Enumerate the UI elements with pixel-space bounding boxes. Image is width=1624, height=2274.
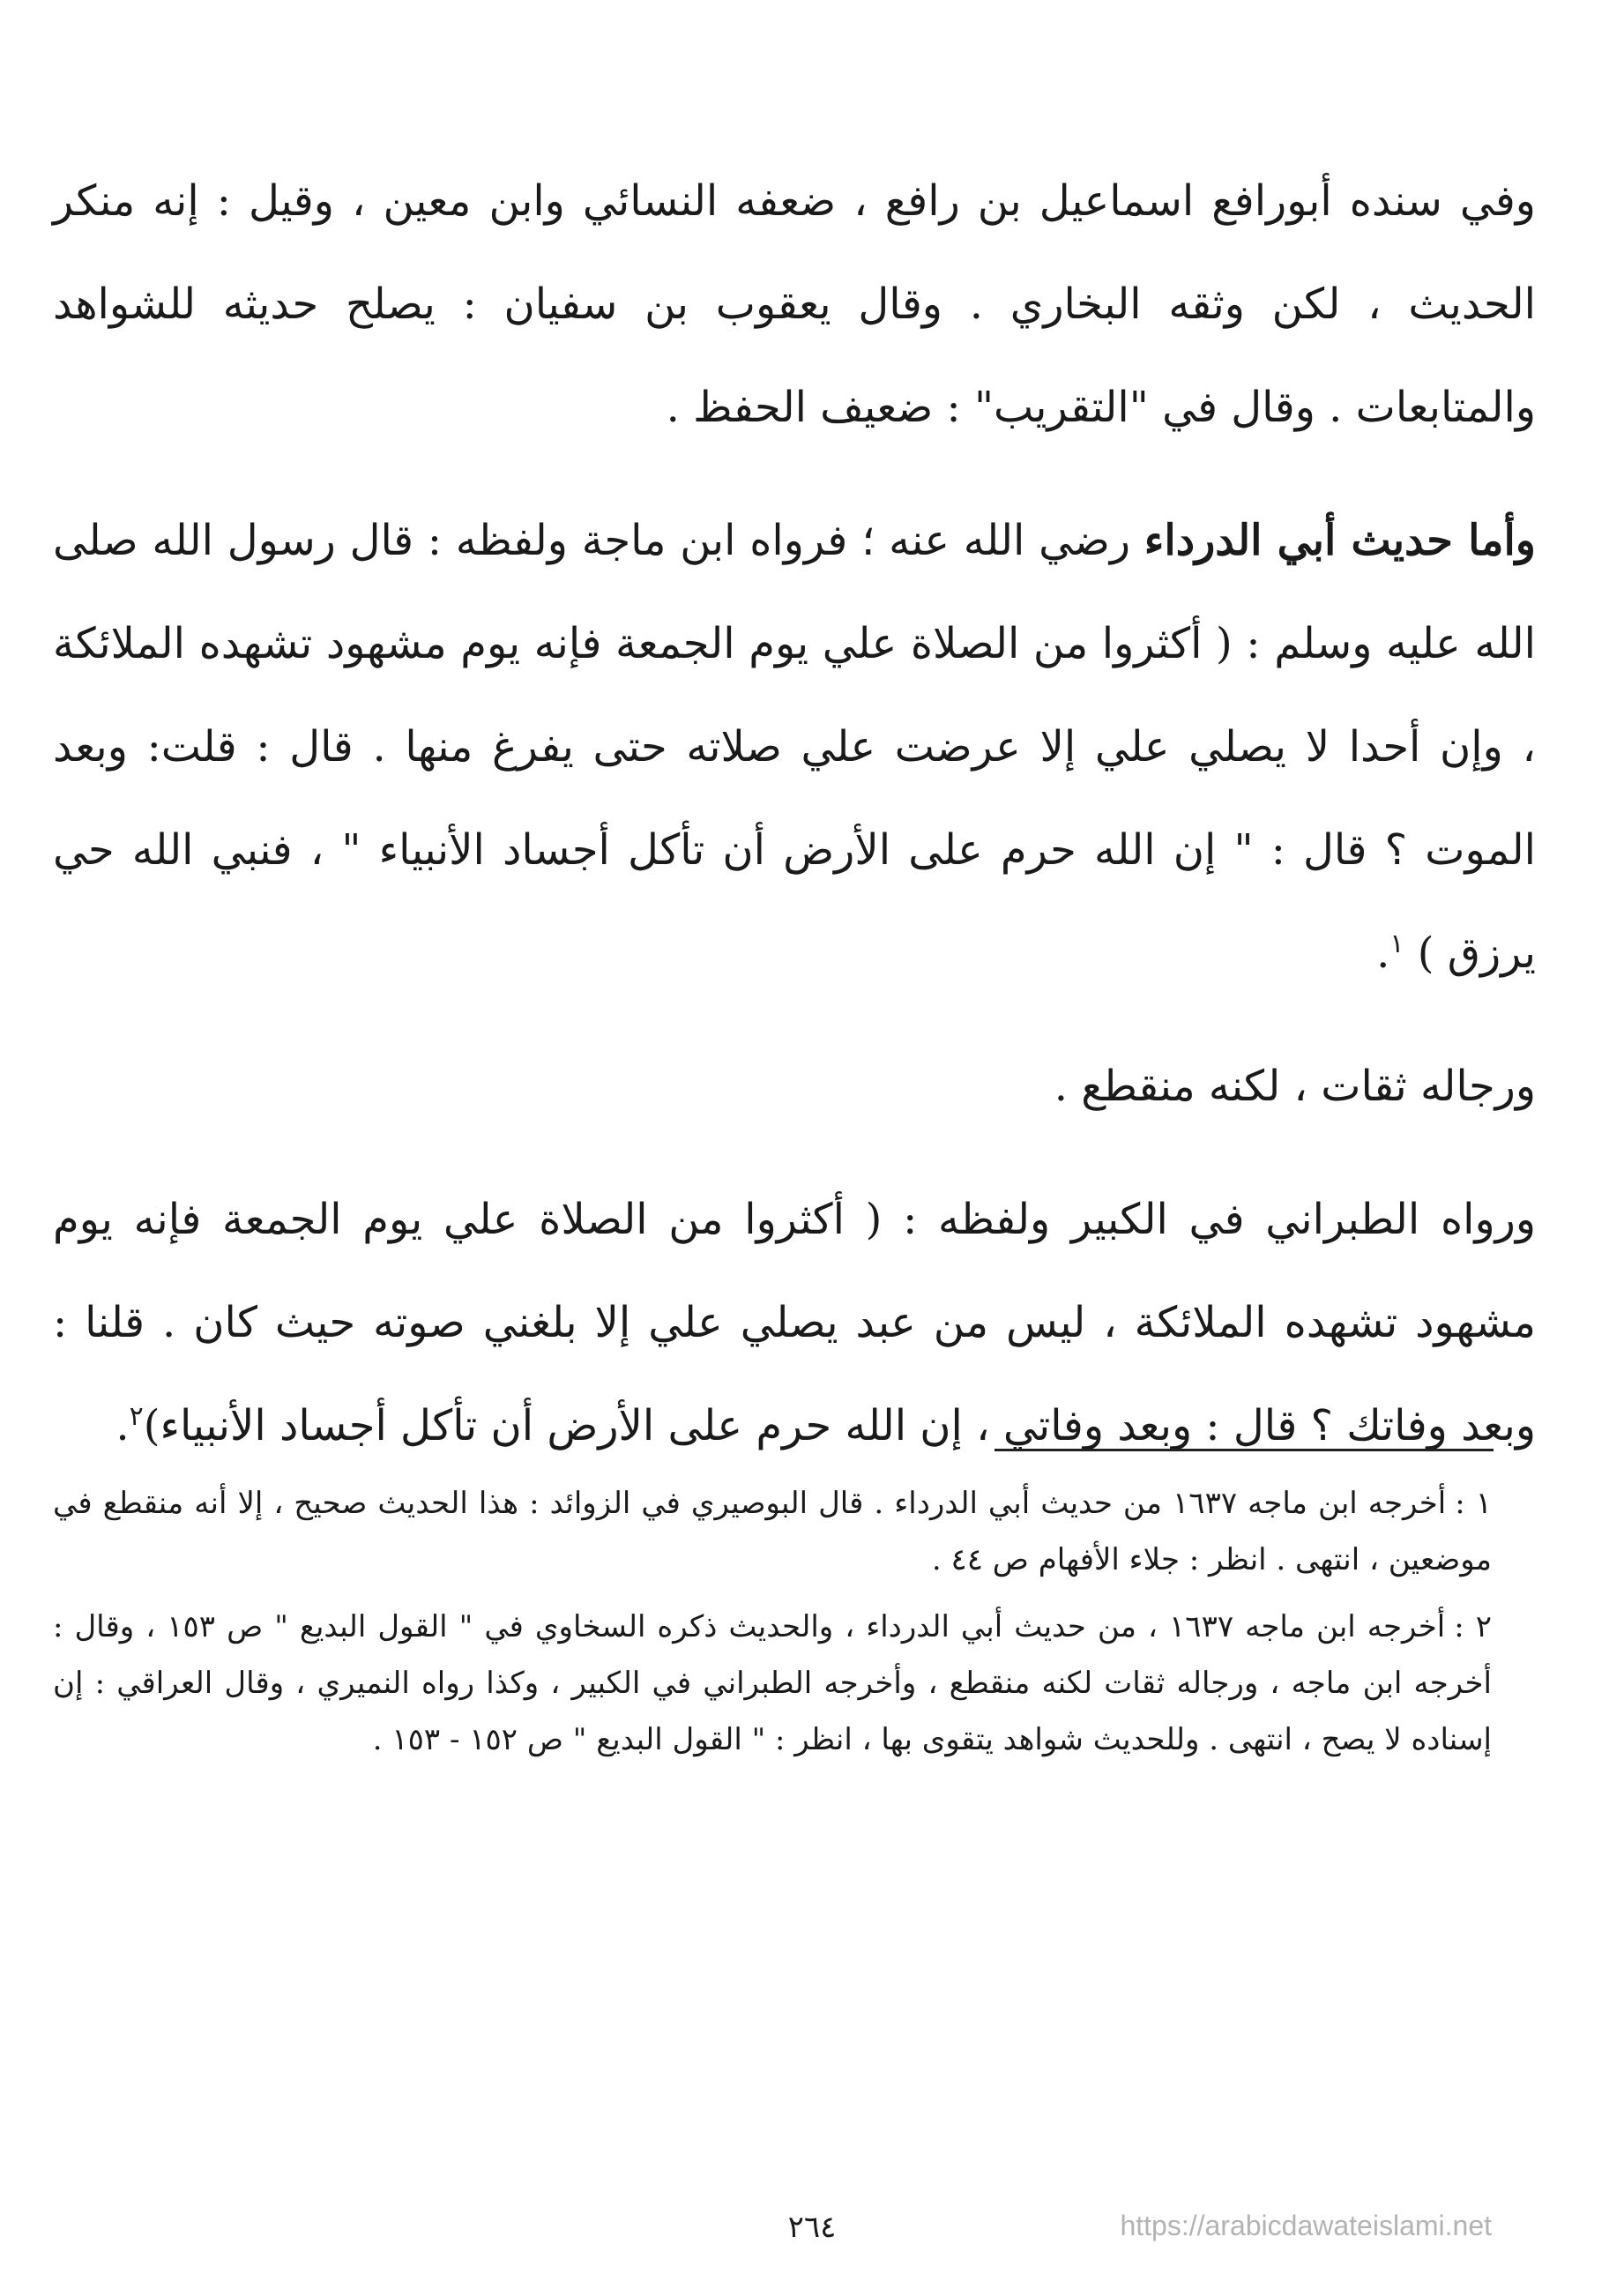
- footnotes: [53, 1475, 1492, 1778]
- footnote-number: ١ :: [1455, 1486, 1492, 1521]
- paragraph-lead-bold: وأما حديث أبي الدرداء: [1144, 516, 1536, 565]
- footnote-text: أخرجه ابن ماجه ١٦٣٧ ، من حديث أبي الدرداء ، والحديث ذكره السخاوي في " القول البديع " ص ١٥٣ ، وقال : أخرجه ابن ماجه ، ورجاله ثقات لكنه منقطع ، وأخرجه الطبراني في الكبير ، وكذا رواه النميري ، وقال العراقي : إن إسناده لا يصح ، انتهى . وللحديث شواهد يتقوى بها ، انظر : " القول البديع " ص ١٥٢ - ١٥٣ .: [53, 1609, 1492, 1757]
- paragraph-text: ورجاله ثقات ، لكنه منقطع .: [1054, 1062, 1536, 1111]
- paragraph-1: [53, 150, 1536, 459]
- paragraph-3: [53, 1035, 1536, 1138]
- paragraph-text: ورواه الطبراني في الكبير ولفظه : ( أكثروا من الصلاة علي يوم الجمعة فإنه يوم مشهود تشهده الملائكة ، ليس من عبد يصلي علي إلا بلغني صوته حيث كان . قلنا : وبعد وفاتك ؟ قال : وبعد وفاتي ، إن الله حرم على الأرض أن تأكل أجساد الأنبياء): [53, 1195, 1536, 1450]
- paragraph-text: وفي سنده أبورافع اسماعيل بن رافع ، ضعفه النسائي وابن معين ، وقيل : إنه منكر الحديث ، لكن وثقه البخاري . وقال يعقوب بن سفيان : يصلح حديثه للشواهد والمتابعات . وقال في "التقريب" : ضعيف الحفظ .: [53, 176, 1536, 432]
- footnote-ref-1[interactable]: ١: [1389, 928, 1404, 959]
- footnote-1: [53, 1475, 1492, 1588]
- footnote-2: [53, 1599, 1492, 1768]
- footnote-ref-2[interactable]: ٢: [129, 1401, 144, 1432]
- paragraph-2: [53, 489, 1536, 1005]
- footnote-number: ٢ :: [1454, 1609, 1492, 1644]
- main-text: [53, 150, 1536, 1508]
- paragraph-text: رضي الله عنه ؛ فرواه ابن ماجة ولفظه : قال رسول الله صلى الله عليه وسلم : ( أكثروا من الصلاة علي يوم الجمعة فإنه يوم مشهود تشهده الملائكة ، وإن أحدا لا يصلي علي إلا عرضت علي صلاته حتى يفرغ منها . قال : قلت: وبعد الموت ؟ قال : " إن الله حرم على الأرض أن تأكل أجساد الأنبياء " ، فنبي الله حي يرزق ): [53, 516, 1536, 978]
- footnote-text: أخرجه ابن ماجه ١٦٣٧ من حديث أبي الدرداء . قال البوصيري في الزوائد : هذا الحديث صحيح ، إلا أنه منقطع في موضعين ، انتهى . انظر : جلاء الأفهام ص ٤٤ .: [53, 1486, 1492, 1577]
- paragraph-4: [53, 1168, 1536, 1478]
- paragraph-end: .: [1376, 928, 1390, 978]
- watermark-url: https://arabicdawateislami.net: [1120, 2210, 1492, 2241]
- paragraph-end: .: [115, 1401, 130, 1450]
- page-number: ٢٦٤: [787, 2210, 837, 2245]
- footnote-divider: [995, 1449, 1494, 1451]
